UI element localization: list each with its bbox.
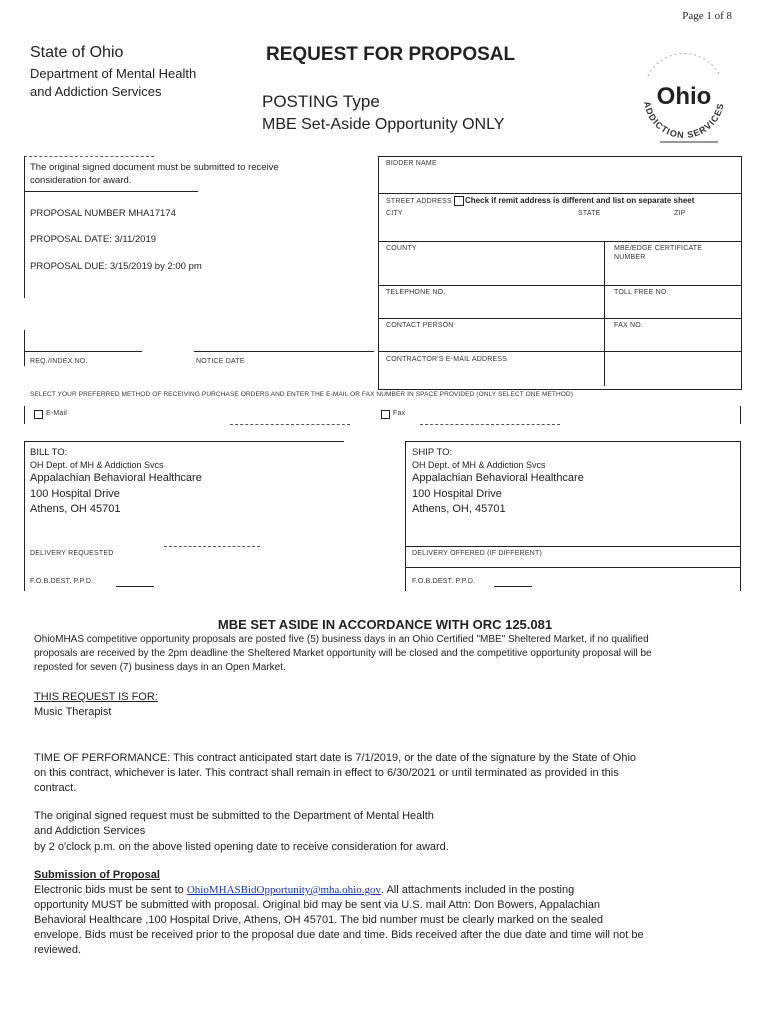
submission-line4: envelope. Bids must be received prior to the proposal due date and time. Bids received after the due date and time will not be [34, 929, 644, 941]
ship-to-line2: Appalachian Behavioral Healthcare [412, 472, 584, 484]
page-number: Page 1 of 8 [682, 10, 732, 22]
fax-option-label: Fax [393, 410, 406, 417]
notice-date-label: NOTICE DATE [196, 358, 245, 365]
proposal-date: PROPOSAL DATE: 3/11/2019 [30, 234, 157, 245]
zip-label: ZIP [674, 210, 686, 217]
county-label: COUNTY [386, 245, 417, 252]
mbe-paragraph-line3: reposted for seven (7) business days in an Open Market. [34, 662, 286, 673]
ship-to-line4: Athens, OH, 45701 [412, 503, 506, 515]
submission-line1 [34, 883, 574, 898]
state-label: STATE [578, 210, 601, 217]
bill-to-line2: Appalachian Behavioral Healthcare [30, 472, 202, 484]
bid-email-link[interactable]: OhioMHASBidOpportunity@mha.ohio.gov [186, 884, 381, 896]
fob-left-label: F.O.B.DEST. P.P.D. [30, 578, 94, 585]
submission-line1-pre: Electronic bids must be sent to [34, 884, 187, 896]
signed-note-line2: consideration for award. [30, 175, 132, 186]
proposal-due: PROPOSAL DUE: 3/15/2019 by 2:00 pm [30, 261, 202, 272]
req-index-label: REQ./INDEX NO. [30, 358, 88, 365]
mbe-paragraph-line1: OhioMHAS competitive opportunity proposals are posted five (5) business days in an Ohio Certified "MBE" Sheltered Market, if no qualified [34, 634, 649, 645]
time-of-performance-line1: TIME OF PERFORMANCE: This contract anticipated start date is 7/1/2019, or the date of the signature by the State of Ohio [34, 752, 637, 764]
email-option-label: E-Mail [46, 410, 68, 417]
mbe-paragraph-line2: proposals are received by the 2pm deadline the Sheltered Market opportunity will be closed and the competitive opportunity proposal will be [34, 648, 652, 659]
mbe-certificate-label-line1: MBE/EDGE CERTIFICATE [614, 245, 703, 252]
agency-state: State of Ohio [30, 44, 124, 61]
telephone-label: TELEPHONE NO. [386, 289, 446, 296]
ship-to-line1: OH Dept. of MH & Addiction Svcs [412, 460, 546, 470]
bill-to-label: BILL TO: [30, 447, 68, 458]
signed-request-line2: and Addiction Services [34, 825, 146, 837]
bidder-name-label: BIDDER NAME [386, 160, 437, 167]
street-note: Check if remit address is different and list on separate sheet [465, 196, 695, 205]
ship-to-label: SHIP TO: [412, 447, 453, 458]
page-title: REQUEST FOR PROPOSAL [266, 44, 516, 65]
select-method-instruction: SELECT YOUR PREFERRED METHOD OF RECEIVING PURCHASE ORDERS AND ENTER THE E-MAIL OR FAX NUMBER IN SPACE PROVIDED (ONLY SELECT ONE METHOD) [30, 391, 573, 398]
street-address-label: STREET ADDRESS [386, 198, 452, 205]
submission-line5: reviewed. [34, 944, 82, 956]
request-for-label: THIS REQUEST IS FOR: [34, 691, 158, 703]
request-for-value: Music Therapist [34, 706, 112, 718]
mbe-certificate-label-line2: NUMBER [614, 254, 646, 261]
submission-line3: Behavioral Healthcare ,100 Hospital Drive, Athens, OH 45701. The bid number must be clearly marked on the sealed [34, 914, 604, 926]
bidder-info-box [378, 156, 742, 390]
contractor-email-label: CONTRACTOR'S E-MAIL ADDRESS [386, 356, 508, 363]
submission-heading: Submission of Proposal [34, 869, 160, 881]
submission-line1-post: . All attachments included in the posting [380, 884, 575, 896]
delivery-requested-label: DELIVERY REQUESTED [30, 550, 114, 557]
bill-to-line3: 100 Hospital Drive [30, 488, 120, 500]
toll-free-label: TOLL FREE NO. [614, 289, 669, 296]
signed-request-line3: by 2 o'clock p.m. on the above listed opening date to receive consideration for award. [34, 841, 449, 853]
submission-line2: opportunity MUST be submitted with proposal. Original bid may be sent via U.S. mail Attn: Don Bowers, Appalachian [34, 899, 600, 911]
ship-to-line3: 100 Hospital Drive [412, 488, 502, 500]
bill-to-line4: Athens, OH 45701 [30, 503, 121, 515]
remit-address-checkbox[interactable] [454, 196, 464, 206]
fax-no-label: FAX NO. [614, 322, 644, 329]
fax-option-checkbox[interactable] [381, 410, 390, 419]
fob-right-label: F.O.B.DEST. P.P.D. [412, 578, 476, 585]
proposal-number: PROPOSAL NUMBER MHA17174 [30, 208, 176, 219]
contact-person-label: CONTACT PERSON [386, 322, 454, 329]
agency-dept-line2: and Addiction Services [30, 84, 162, 99]
time-of-performance-line2: on this contract, whichever is later. This contract shall remain in effect to 6/30/2021 or until terminated as provided in this [34, 767, 619, 779]
time-of-performance-line3: contract. [34, 782, 77, 794]
ohio-mhas-seal [628, 46, 740, 146]
email-option-checkbox[interactable] [34, 410, 43, 419]
posting-type: POSTING Type [262, 92, 380, 111]
agency-dept-line1: Department of Mental Health [30, 66, 197, 81]
seal-word: Ohio [656, 83, 712, 110]
opportunity-type: MBE Set-Aside Opportunity ONLY [262, 116, 505, 133]
seal-ring-text: ADDICTION SERVICES [642, 100, 726, 141]
signed-note-line1: The original signed document must be submitted to receive [30, 162, 279, 173]
city-label: CITY [386, 210, 403, 217]
delivery-offered-label: DELIVERY OFFERED (IF DIFFERENT) [412, 550, 543, 557]
signed-request-line1: The original signed request must be submitted to the Department of Mental Health [34, 810, 434, 822]
bill-to-line1: OH Dept. of MH & Addiction Svcs [30, 460, 164, 470]
mbe-heading: MBE SET ASIDE IN ACCORDANCE WITH ORC 125.081 [217, 617, 553, 632]
